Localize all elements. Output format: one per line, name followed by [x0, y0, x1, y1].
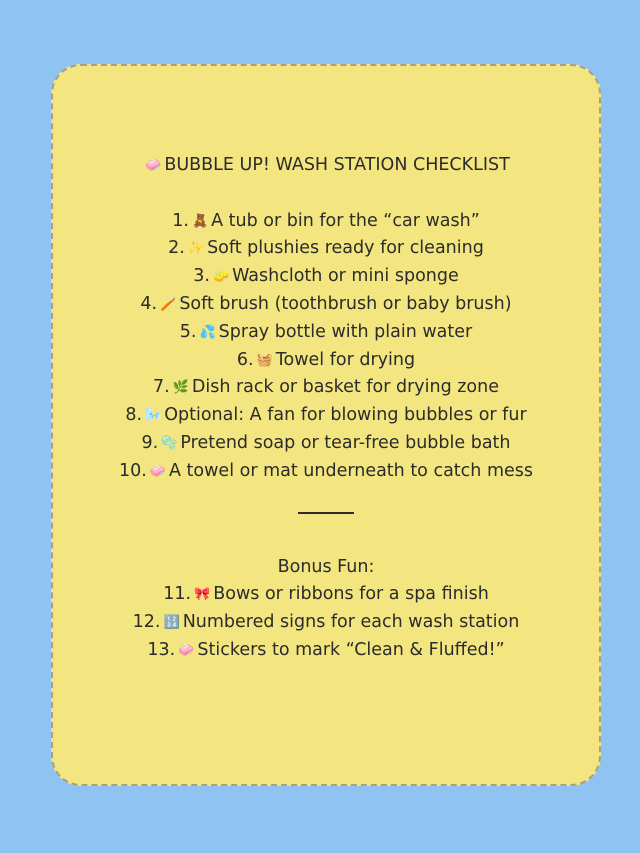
- ribbon-icon: 🎀: [194, 587, 211, 603]
- title-text: BUBBLE UP! WASH STATION CHECKLIST: [164, 155, 510, 175]
- bubbles-icon: 🫧: [161, 435, 178, 451]
- item-text: Optional: A fan for blowing bubbles or fur: [164, 405, 527, 426]
- toothbrush-icon: 🪥: [160, 296, 177, 312]
- item-number: 2.: [168, 238, 185, 259]
- checklist-card: [51, 64, 601, 786]
- list-item: [53, 581, 599, 609]
- item-text: Numbered signs for each wash station: [182, 612, 520, 633]
- list-item: [53, 458, 599, 486]
- list-item: [53, 263, 599, 291]
- list-item: [53, 208, 599, 236]
- item-number: 10.: [118, 460, 147, 481]
- water-drops-icon: 💦: [199, 324, 216, 340]
- item-number: 8.: [125, 405, 143, 426]
- item-text: Soft brush (toothbrush or baby brush): [179, 293, 512, 314]
- item-number: 7.: [152, 377, 170, 398]
- item-number: 6.: [236, 349, 254, 370]
- list-item: [53, 609, 599, 637]
- item-text: Washcloth or mini sponge: [232, 266, 459, 287]
- item-number: 13.: [147, 639, 176, 660]
- item-text: A tub or bin for the “car wash”: [211, 210, 480, 231]
- item-number: 1.: [172, 210, 189, 231]
- item-text: Soft plushies ready for cleaning: [207, 238, 484, 259]
- item-text: Dish rack or basket for drying zone: [191, 377, 499, 398]
- teddy-bear-icon: 🧸: [191, 213, 209, 229]
- item-number: 12.: [132, 612, 161, 633]
- item-number: 9.: [141, 432, 159, 453]
- soap-icon: 🧼: [178, 642, 195, 658]
- item-text: Stickers to mark “Clean & Fluffed!”: [197, 639, 505, 660]
- sparkles-icon: ✨: [187, 241, 205, 257]
- item-text: Towel for drying: [275, 349, 416, 370]
- item-text: Spray bottle with plain water: [218, 321, 473, 342]
- list-item: [53, 235, 599, 263]
- item-text: Pretend soap or tear-free bubble bath: [180, 432, 511, 453]
- list-item: [53, 319, 599, 347]
- list-item: [53, 402, 599, 430]
- soap-icon: 🧼: [149, 463, 167, 479]
- item-number: 3.: [193, 266, 210, 287]
- checklist-title: [53, 152, 599, 180]
- item-number: 4.: [140, 293, 158, 314]
- item-number: 5.: [179, 321, 197, 342]
- basket-icon: 🧺: [256, 352, 273, 368]
- soap-icon: 🧼: [145, 158, 162, 173]
- list-item: [53, 347, 599, 375]
- list-item: [53, 430, 599, 458]
- list-item: [53, 291, 599, 319]
- leaf-icon: 🌿: [172, 380, 189, 396]
- list-item: [53, 637, 599, 665]
- item-number: 11.: [163, 584, 192, 605]
- wind-icon: 🌬️: [145, 408, 162, 424]
- bonus-heading: Bonus Fun:: [277, 556, 375, 577]
- item-text: A towel or mat underneath to catch mess: [169, 460, 533, 481]
- sponge-icon: 🧽: [212, 269, 230, 285]
- item-text: Bows or ribbons for a spa finish: [213, 584, 489, 605]
- checklist-content: [53, 152, 599, 665]
- numbers-icon: 🔢: [163, 615, 180, 631]
- list-item: [53, 374, 599, 402]
